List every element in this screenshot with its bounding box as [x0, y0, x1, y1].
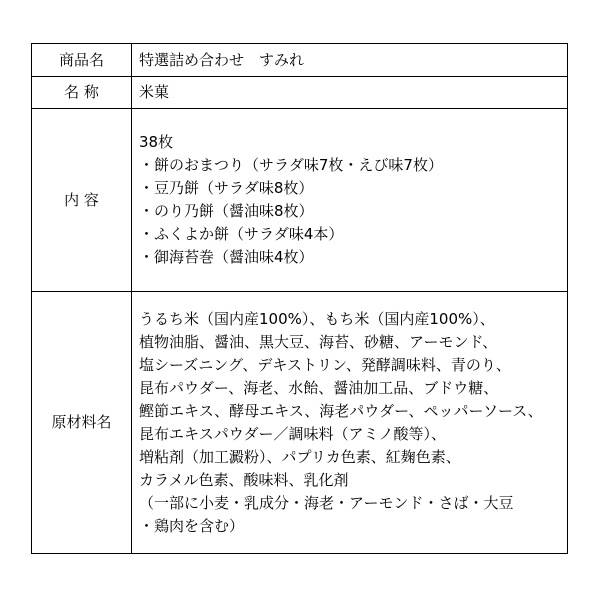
ingredients-line: 増粘剤（加工澱粉）、パプリカ色素、紅麹色素、 [139, 447, 461, 466]
ingredients-line: 塩シーズニング、デキストリン、発酵調味料、青のり、 [139, 355, 511, 374]
contents-line: ・御海苔巻（醤油味4枚） [139, 248, 314, 266]
product-name-value: 特選詰め合わせ すみれ [132, 44, 568, 77]
ingredients-line: ・鶏肉を含む） [139, 516, 245, 535]
contents-line: ・餅のおまつり（サラダ味7枚・えび味7枚） [139, 156, 443, 174]
ingredients-line: うるち米（国内産100%）、もち米（国内産100%）、 [139, 309, 495, 328]
contents-line: ・のり乃餅（醤油味8枚） [139, 202, 314, 220]
contents-line: ・ふくよか餅（サラダ味4本） [139, 225, 344, 243]
row-product-name [32, 44, 568, 77]
row-category [32, 77, 568, 109]
ingredients-line: （一部に小麦・乳成分・海老・アーモンド・さば・大豆 [139, 493, 514, 512]
contents-line: ・豆乃餅（サラダ味8枚） [139, 179, 314, 197]
contents-label: 内 容 [32, 109, 132, 292]
product-spec-table [31, 43, 568, 554]
ingredients-line: 植物油脂、醤油、黒大豆、海苔、砂糖、アーモンド、 [139, 332, 498, 351]
contents-line: 38枚 [139, 133, 174, 151]
ingredients-value [132, 292, 568, 554]
category-value: 米菓 [132, 77, 568, 109]
category-label: 名 称 [32, 77, 132, 109]
ingredients-line: 昆布パウダー、海老、水飴、醤油加工品、ブドウ糖、 [139, 378, 499, 397]
ingredients-line: 鰹節エキス、酵母エキス、海老パウダー、ペッパーソース、 [139, 401, 543, 420]
contents-value [132, 109, 568, 292]
product-name-label: 商品名 [32, 44, 132, 77]
row-contents [32, 109, 568, 292]
ingredients-label: 原材料名 [32, 292, 132, 554]
ingredients-line: 昆布エキスパウダー／調味料（アミノ酸等）、 [139, 424, 447, 443]
ingredients-line: カラメル色素、酸味料、乳化剤 [139, 470, 349, 489]
row-ingredients [32, 292, 568, 554]
